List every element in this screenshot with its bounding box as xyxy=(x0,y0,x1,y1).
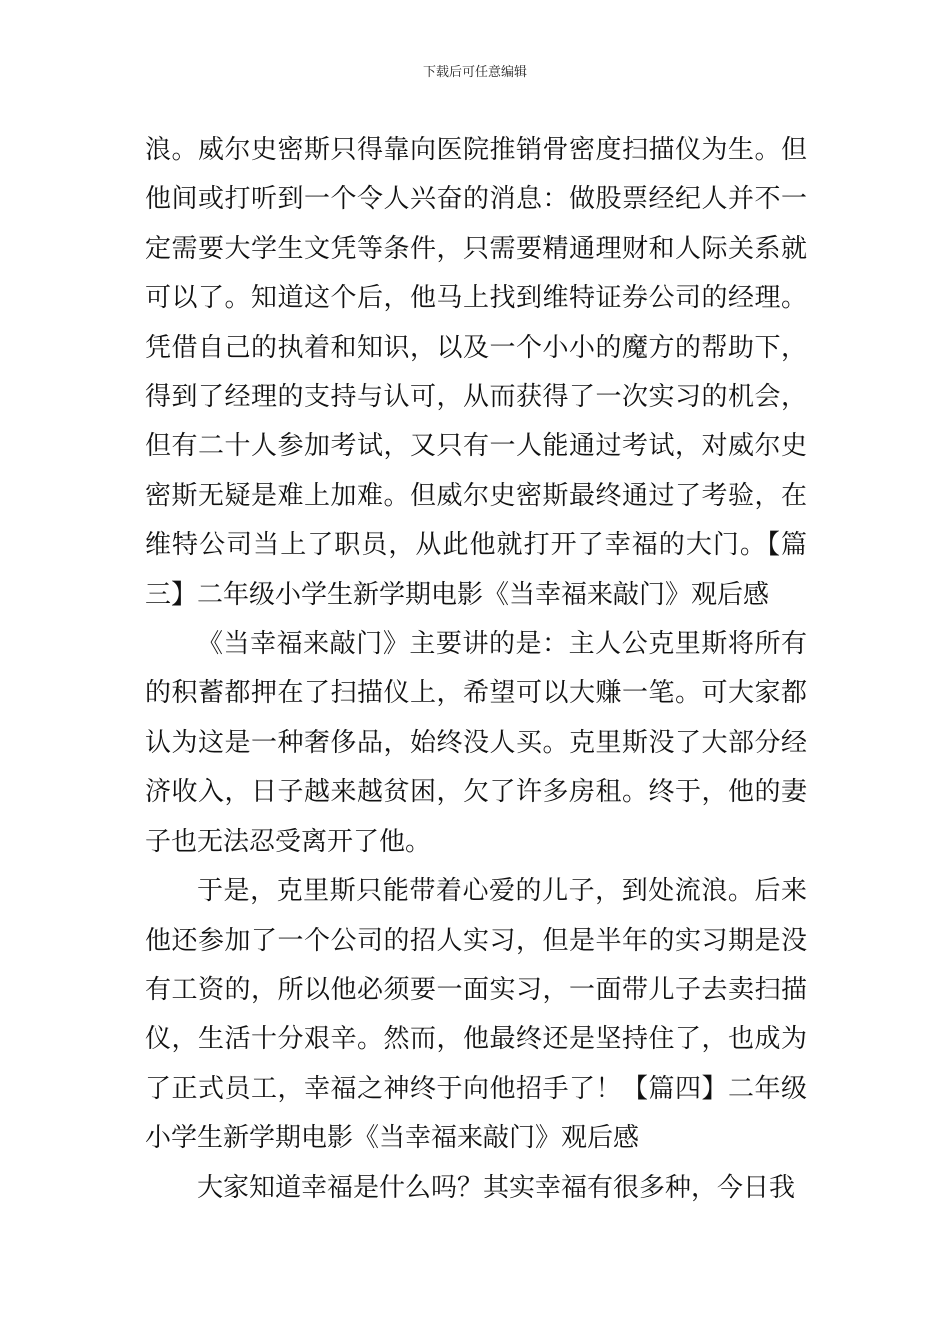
paragraph: 《当幸福来敲门》主要讲的是：主人公克里斯将所有的积蓄都押在了扫描仪上，希望可以大赚一笔。可大家都认为这是一种奢侈品，始终没人买。克里斯没了大部分经济收入，日子越来越贫困，欠了许多房租。终于，他的妻子也无法忍受离开了他。 xyxy=(145,629,807,857)
paragraph: 于是，克里斯只能带着心爱的儿子，到处流浪。后来他还参加了一个公司的招人实习，但是半年的实习期是没有工资的，所以他必须要一面实习，一面带儿子去卖扫描仪，生活十分艰辛。然而，他最终还是坚持住了，也成为了正式员工，幸福之神终于向他招手了！【篇四】二年级小学生新学期电影《当幸福来敲门》观后感 xyxy=(145,876,807,1154)
paragraph-continuation: 浪。威尔史密斯只得靠向医院推销骨密度扫描仪为生。但他间或打听到一个令人兴奋的消息：做股票经纪人并不一定需要大学生文凭等条件，只需要精通理财和人际关系就可以了。知道这个后，他马上找到维特证券公司的经理。凭借自己的执着和知识，以及一个小小的魔方的帮助下，得到了经理的支持与认可，从而获得了一次实习的机会，但有二十人参加考试，又只有一人能通过考试，对威尔史密斯无疑是难上加难。但威尔史密斯最终通过了考验，在维特公司当上了职员，从此他就打开了幸福的大门。【篇三】二年级小学生新学期电影《当幸福来敲门》观后感 xyxy=(145,135,807,610)
paragraph: 大家知道幸福是什么吗？其实幸福有很多种，今日我 xyxy=(197,1172,796,1203)
page-header: 下载后可任意编辑 xyxy=(422,65,527,80)
document-body xyxy=(145,126,807,1213)
